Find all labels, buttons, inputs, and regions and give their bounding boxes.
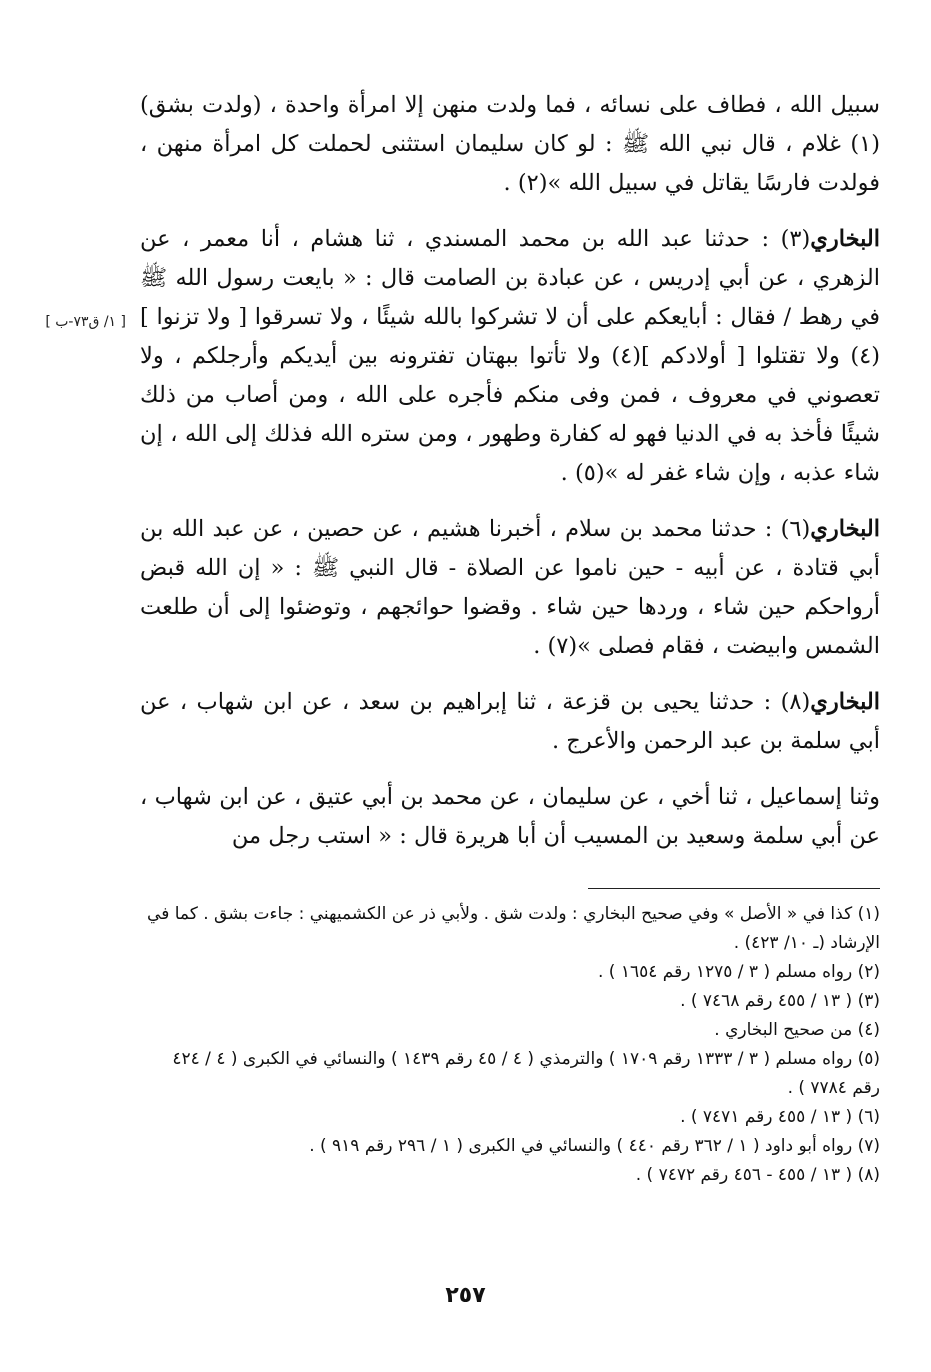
footnote-5: (٥) رواه مسلم ( ٣ / ١٣٣٣ رقم ١٧٠٩ ) والترمذي ( ٤ / ٤٥ رقم ١٤٣٩ ) والنسائي في الكبرى ( ٤ / ٤٢٤ رقم ٧٧٨٤ ) .: [172, 1049, 880, 1098]
page-number: ٢٥٧: [445, 1283, 486, 1308]
paragraph-text: (٦) : حدثنا محمد بن سلام ، أخبرنا هشيم ، عن حصين ، عن عبد الله بن أبي قتادة ، عن أبيه - حين ناموا عن الصلاة - قال النبي ﷺ : « إن الله قبض أرواحكم حين شاء ، وردها حين شاء . وقضوا حوائجهم ، وتوضئوا إلى أن طلعت الشمس وابيضت ، فقام فصلى »(٧) .: [140, 516, 880, 659]
footnote-2: (٢) رواه مسلم ( ٣ / ١٢٧٥ رقم ١٦٥٤ ) .: [598, 962, 880, 982]
paragraph-text: سبيل الله ، فطاف على نسائه ، فما ولدت منهن إلا امرأة واحدة ، (ولدت بشق)(١) غلام ، قال نبي الله ﷺ : لو كان سليمان استثنى لحملت كل امرأة منهن ، فولدت فارسًا يقاتل في سبيل الله »(٢) .: [140, 92, 880, 196]
footnote-divider: [588, 888, 880, 889]
paragraph-1: [140, 86, 880, 203]
footnote-6: (٦) ( ١٣ / ٤٥٥ رقم ٧٤٧١ ) .: [680, 1107, 880, 1127]
paragraph-text: (٣) : حدثنا عبد الله بن محمد المسندي ، ثنا هشام ، أنا معمر ، عن الزهري ، عن أبي إدريس ، عن عبادة بن الصامت قال : « بايعت رسول الله ﷺ في رهط / فقال : أبايعكم على أن لا تشركوا بالله شيئًا ، ولا تسرقوا [ ولا تزنوا ](٤) ولا تقتلوا [ أولادكم ](٤) ولا تأتوا ببهتان تفترونه بين أيديكم وأرجلكم ، ولا تعصوني في معروف ، فمن وفى منكم فأجره على الله ، ومن أصاب من ذلك شيئًا فأخذ به في الدنيا فهو له كفارة وطهور ، ومن ستره الله فذلك إلى الله ، إن شاء عذبه ، وإن شاء غفر له »(٥) .: [140, 226, 881, 486]
paragraph-5: [140, 778, 880, 856]
paragraph-text: (٨) : حدثنا يحيى بن قزعة ، ثنا إبراهيم بن سعد ، عن ابن شهاب ، عن أبي سلمة بن عبد الرحمن والأعرج .: [140, 689, 880, 754]
paragraph-4: [140, 683, 880, 761]
footnote-7: (٧) رواه أبو داود ( ١ / ٣٦٢ رقم ٤٤٠ ) والنسائي في الكبرى ( ١ / ٢٩٦ رقم ٩١٩ ) .: [309, 1136, 880, 1156]
footnote-3: (٣) ( ١٣ / ٤٥٥ رقم ٧٤٦٨ ) .: [680, 991, 880, 1011]
manuscript-folio-note: [ ١/ ق٧٣-ب ]: [45, 314, 126, 330]
footnote-4: (٤) من صحيح البخاري .: [714, 1020, 880, 1040]
paragraph-2: [140, 220, 880, 493]
footnote-1: (١) كذا في « الأصل » وفي صحيح البخاري : ولدت شق . ولأبي ذر عن الكشميهني : جاءت بشق . كما في الإرشاد (ـ ١٠/ ٤٢٣) .: [147, 904, 880, 953]
footnotes: [140, 900, 880, 1190]
paragraph-lead: البخاري: [810, 226, 880, 252]
paragraph-lead: البخاري: [810, 516, 880, 542]
paragraph-3: [140, 510, 880, 666]
footnote-8: (٨) ( ١٣ / ٤٥٥ - ٤٥٦ رقم ٧٤٧٢ ) .: [635, 1165, 880, 1185]
paragraph-text: وثنا إسماعيل ، ثنا أخي ، عن سليمان ، عن محمد بن أبي عتيق ، عن ابن شهاب ، عن أبي سلمة وسعيد بن المسيب أن أبا هريرة قال : « استب رجل من: [140, 784, 880, 849]
main-text: [140, 86, 880, 873]
paragraph-lead: البخاري: [810, 689, 880, 715]
